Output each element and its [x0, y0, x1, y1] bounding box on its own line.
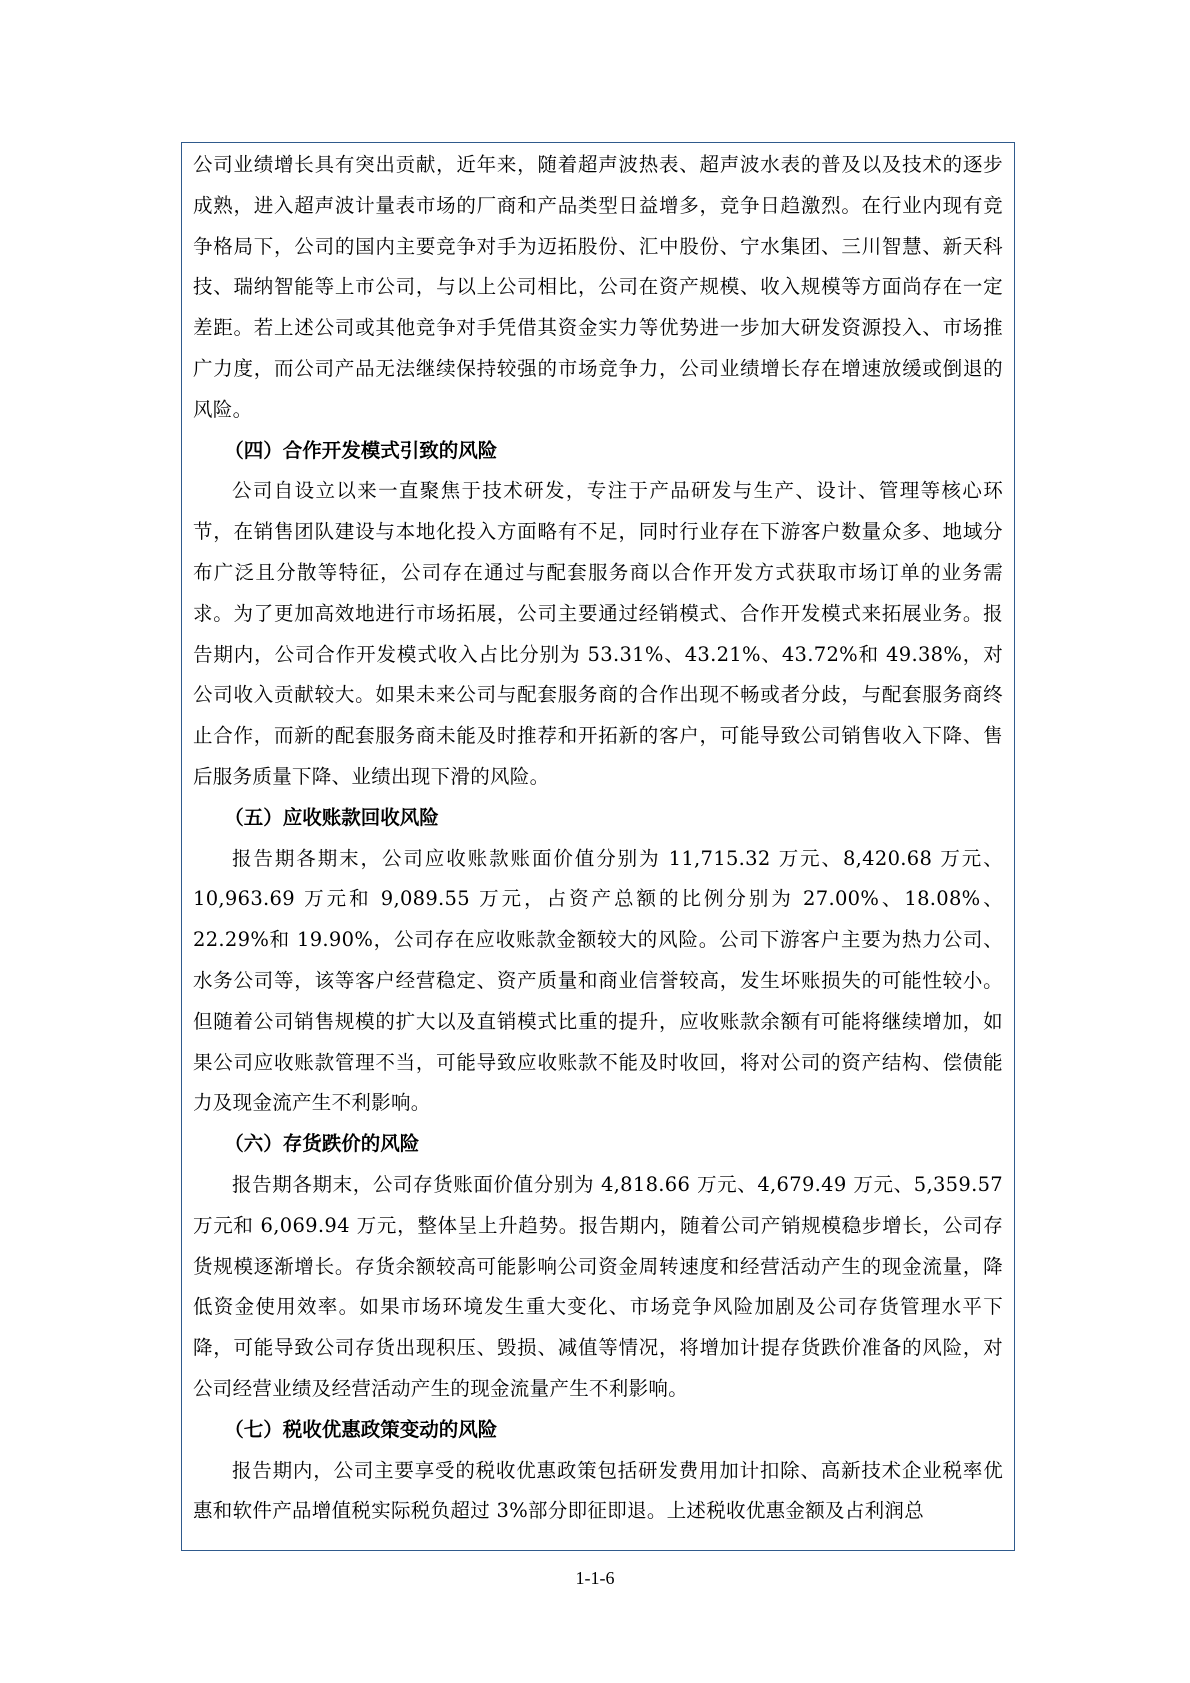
paragraph-tax-incentive-risk: 报告期内，公司主要享受的税收优惠政策包括研发费用加计扣除、高新技术企业税率优惠和软件产品增值税实际税负超过 3%部分即征即退。上述税收优惠金额及占利润总 [193, 1458, 1003, 1523]
content-frame [181, 142, 1015, 1551]
page-number: 1-1-6 [575, 1568, 615, 1588]
heading-cooperative-development-risk: （四）合作开发模式引致的风险 [224, 438, 498, 462]
heading-tax-incentive-risk: （七）税收优惠政策变动的风险 [224, 1417, 498, 1441]
paragraph-intro: 公司业绩增长具有突出贡献，近年来，随着超声波热表、超声波水表的普及以及技术的逐步成熟，进入超声波计量表市场的厂商和产品类型日益增多，竞争日趋激烈。在行业内现有竞争格局下，公司的国内主要竞争对手为迈拓股份、汇中股份、宁水集团、三川智慧、新天科技、瑞纳智能等上市公司，与以上公司相比，公司在资产规模、收入规模等方面尚存在一定差距。若上述公司或其他竞争对手凭借其资金实力等优势进一步加大研发资源投入、市场推广力度，而公司产品无法继续保持较强的市场竞争力，公司业绩增长存在增速放缓或倒退的风险。 [193, 153, 1003, 421]
paragraph-cooperative-development-risk: 公司自设立以来一直聚焦于技术研发，专注于产品研发与生产、设计、管理等核心环节，在销售团队建设与本地化投入方面略有不足，同时行业存在下游客户数量众多、地域分布广泛且分散等特征，公司存在通过与配套服务商以合作开发方式获取市场订单的业务需求。为了更加高效地进行市场拓展，公司主要通过经销模式、合作开发模式来拓展业务。报告期内，公司合作开发模式收入占比分别为 53.31%、43.21%、43.72%和 49.38%，对公司收入贡献较大。如果未来公司与配套服务商的合作出现不畅或者分歧，与配套服务商终止合作，而新的配套服务商未能及时推荐和开拓新的客户，可能导致公司销售收入下降、售后服务质量下降、业绩出现下滑的风险。 [193, 479, 1003, 788]
heading-receivables-risk: （五）应收账款回收风险 [224, 805, 439, 829]
heading-inventory-risk: （六）存货跌价的风险 [224, 1132, 420, 1156]
paragraph-receivables-risk: 报告期各期末，公司应收账款账面价值分别为 11,715.32 万元、8,420.68 万元、10,963.69 万元和 9,089.55 万元，占资产总额的比例分别为 27.00%、18.08%、22.29%和 19.90%，公司存在应收账款金额较大的风险。公司下游客户主要为热力公司、水务公司等，该等客户经营稳定、资产质量和商业信誉较高，发生坏账损失的可能性较小。但随着公司销售规模的扩大以及直销模式比重的提升，应收账款余额有可能将继续增加，如果公司应收账款管理不当，可能导致应收账款不能及时收回，将对公司的资产结构、偿债能力及现金流产生不利影响。 [193, 846, 1003, 1115]
paragraph-inventory-risk: 报告期各期末，公司存货账面价值分别为 4,818.66 万元、4,679.49 万元、5,359.57 万元和 6,069.94 万元，整体呈上升趋势。报告期内，随着公司产销规模稳步增长，公司存货规模逐渐增长。存货余额较高可能影响公司资金周转速度和经营活动产生的现金流量，降低资金使用效率。如果市场环境发生重大变化、市场竞争风险加剧及公司存货管理水平下降，可能导致公司存货出现积压、毁损、减值等情况，将增加计提存货跌价准备的风险，对公司经营业绩及经营活动产生的现金流量产生不利影响。 [193, 1172, 1003, 1400]
